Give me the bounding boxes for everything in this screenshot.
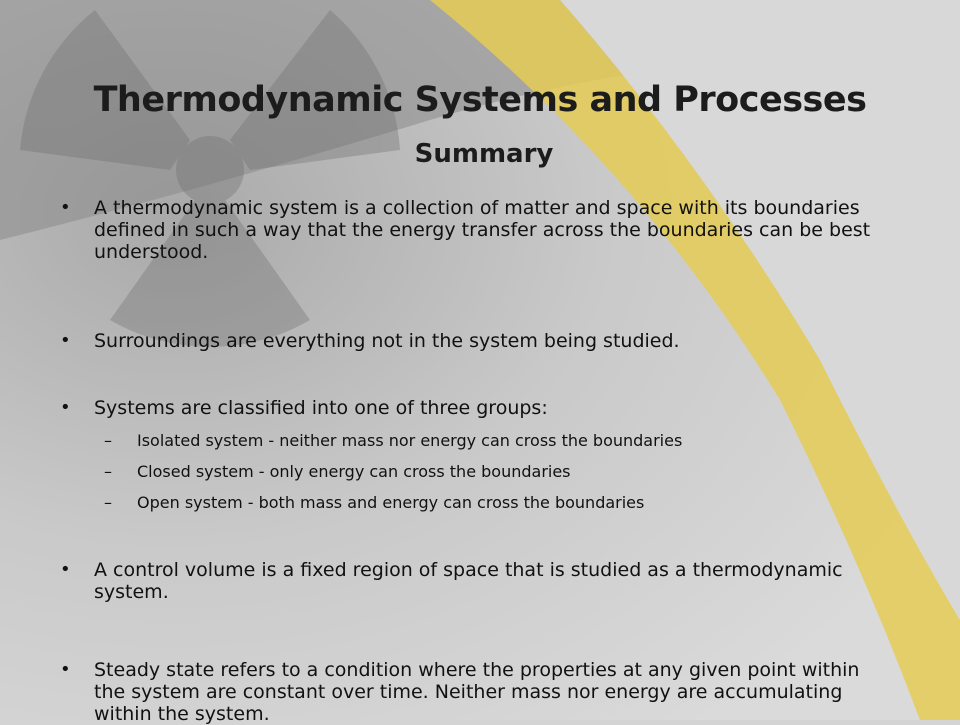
sub-item-text: Isolated system - neither mass nor energy can cross the boundaries: [137, 431, 683, 450]
bullet-text: A thermodynamic system is a collection of matter and space with its boundaries defined in such a way that the energy transfer across the boundaries can be best understood.: [94, 197, 871, 263]
bullet-icon: •: [60, 330, 71, 351]
bullet-item: [60, 559, 894, 603]
bullet-item: [60, 197, 894, 263]
bullet-text: Systems are classified into one of three groups:: [94, 397, 548, 419]
bullet-text: A control volume is a fixed region of space that is studied as a thermodynamic system.: [94, 559, 843, 603]
bullet-item: [60, 330, 894, 352]
bullet-text: Surroundings are everything not in the system being studied.: [94, 330, 680, 352]
bullet-icon: •: [60, 659, 71, 680]
sub-item: [104, 462, 897, 482]
sub-item-text: Closed system - only energy can cross the boundaries: [137, 462, 571, 481]
bullet-item: [60, 659, 894, 725]
bullet-item: [60, 397, 894, 419]
bullet-text: Steady state refers to a condition where the properties at any given point within the system are constant over time. Neither mass nor energy are accumulating within the system.: [94, 659, 860, 725]
dash-icon: –: [104, 493, 112, 512]
sub-item: [104, 431, 897, 451]
dash-icon: –: [104, 431, 112, 450]
dash-icon: –: [104, 462, 112, 481]
slide-title: Thermodynamic Systems and Processes: [93, 80, 867, 120]
bullet-icon: •: [60, 197, 71, 218]
bullet-icon: •: [60, 559, 71, 580]
sub-item-text: Open system - both mass and energy can cross the boundaries: [137, 493, 645, 512]
sub-item: [104, 493, 897, 513]
slide-subtitle: Summary: [414, 139, 554, 169]
bullet-icon: •: [60, 397, 71, 418]
